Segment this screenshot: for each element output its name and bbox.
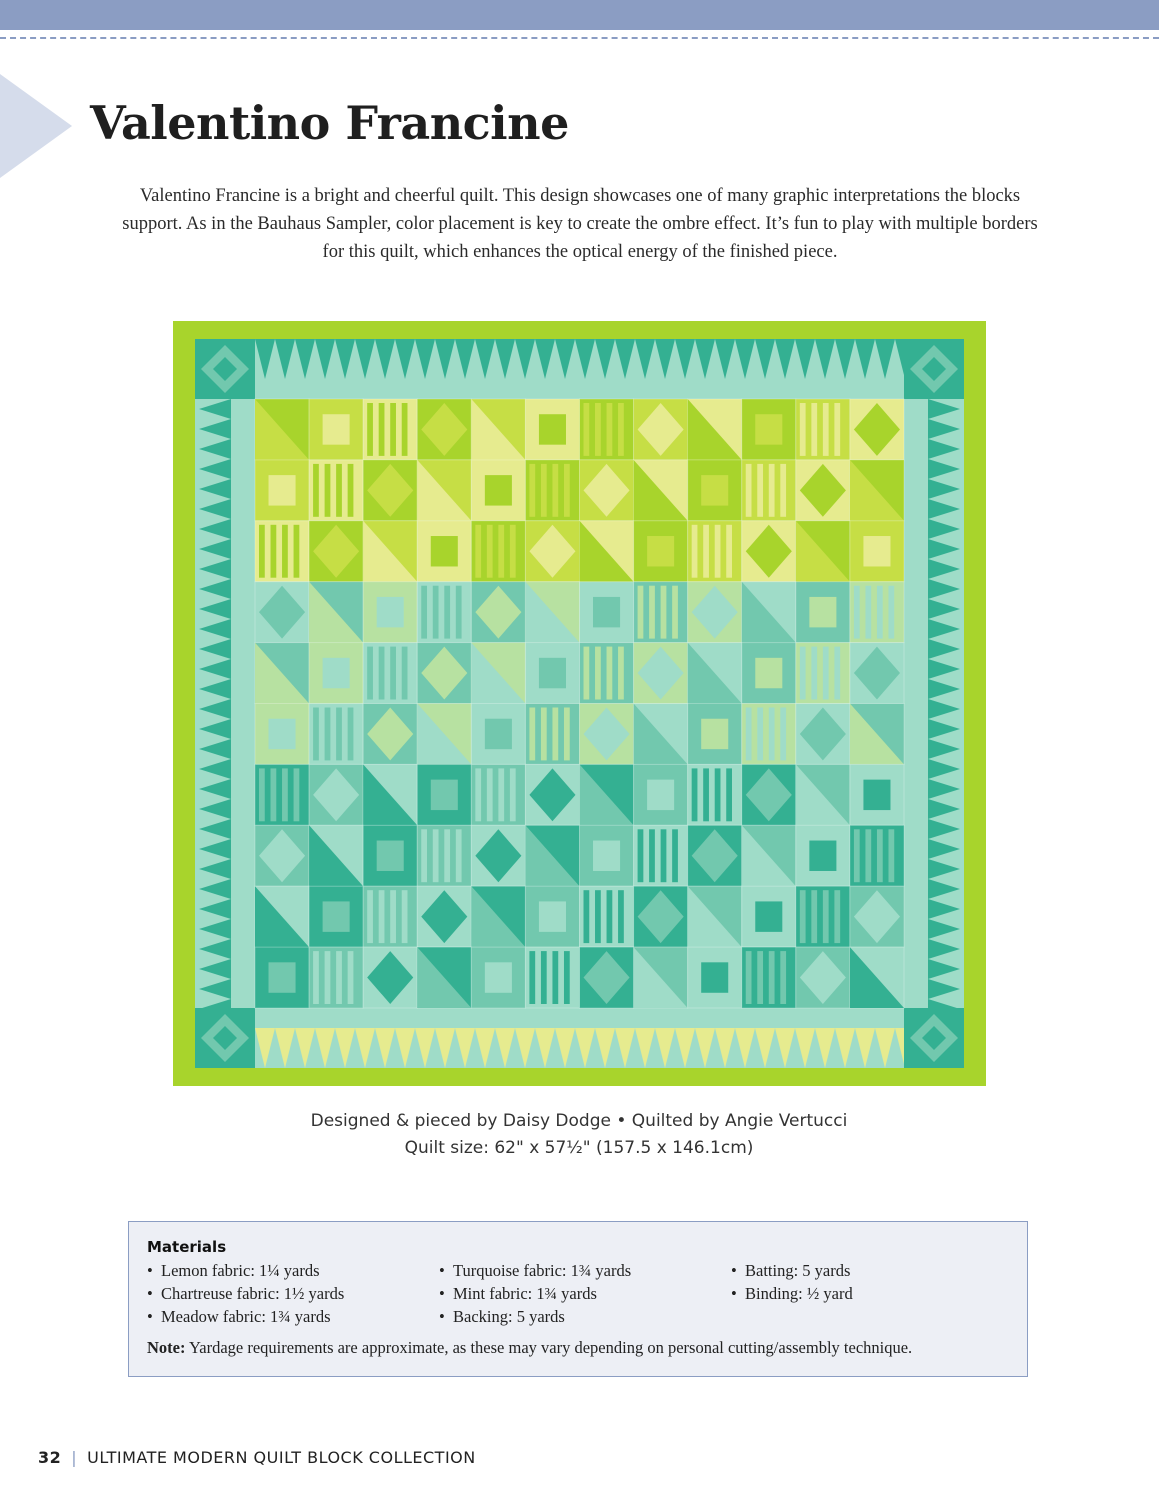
materials-item: • Backing: 5 yards (439, 1305, 631, 1328)
page-title: Valentino Francine (90, 96, 569, 150)
materials-column-2 (439, 1259, 631, 1328)
caption-quilt-size: Quilt size: 62" x 57½" (157.5 x 146.1cm) (404, 1138, 754, 1158)
dashed-rule (0, 37, 1159, 39)
caption-credits: Designed & pieced by Daisy Dodge • Quilted by Angie Vertucci (310, 1111, 848, 1131)
footer-separator: | (71, 1448, 78, 1467)
materials-item: • Meadow fabric: 1¾ yards (147, 1305, 344, 1328)
book-title: ULTIMATE MODERN QUILT BLOCK COLLECTION (87, 1448, 476, 1467)
materials-item: • Lemon fabric: 1¼ yards (147, 1259, 344, 1282)
materials-column-3 (731, 1259, 853, 1305)
header-band (0, 0, 1159, 30)
materials-item: • Chartreuse fabric: 1½ yards (147, 1282, 344, 1305)
materials-box (128, 1221, 1028, 1377)
materials-column-1 (147, 1259, 344, 1328)
photo-caption (180, 1108, 978, 1162)
materials-item: • Binding: ½ yard (731, 1282, 853, 1305)
materials-item: • Turquoise fabric: 1¾ yards (439, 1259, 631, 1282)
intro-paragraph: Valentino Francine is a bright and cheerful quilt. This design showcases one of many graphic interpretations the blocks support. As in the Bauhaus Sampler, color placement is key to create the ombre effect. It’s fun to play with multiple borders for this quilt, which enhances the optical energy of the finished piece. (122, 186, 1038, 262)
materials-heading: Materials (147, 1238, 227, 1256)
materials-item: • Mint fabric: 1¾ yards (439, 1282, 631, 1305)
note-text: Yardage requirements are approximate, as these may vary depending on personal cutting/assembly technique. (189, 1338, 913, 1357)
materials-item: • Batting: 5 yards (731, 1259, 853, 1282)
page-number: 32 (38, 1448, 62, 1467)
page-footer (38, 1448, 476, 1467)
quilt-photo (173, 321, 986, 1086)
materials-note (147, 1338, 912, 1358)
triangle-marker-icon (0, 74, 72, 178)
note-label: Note: (147, 1338, 186, 1357)
